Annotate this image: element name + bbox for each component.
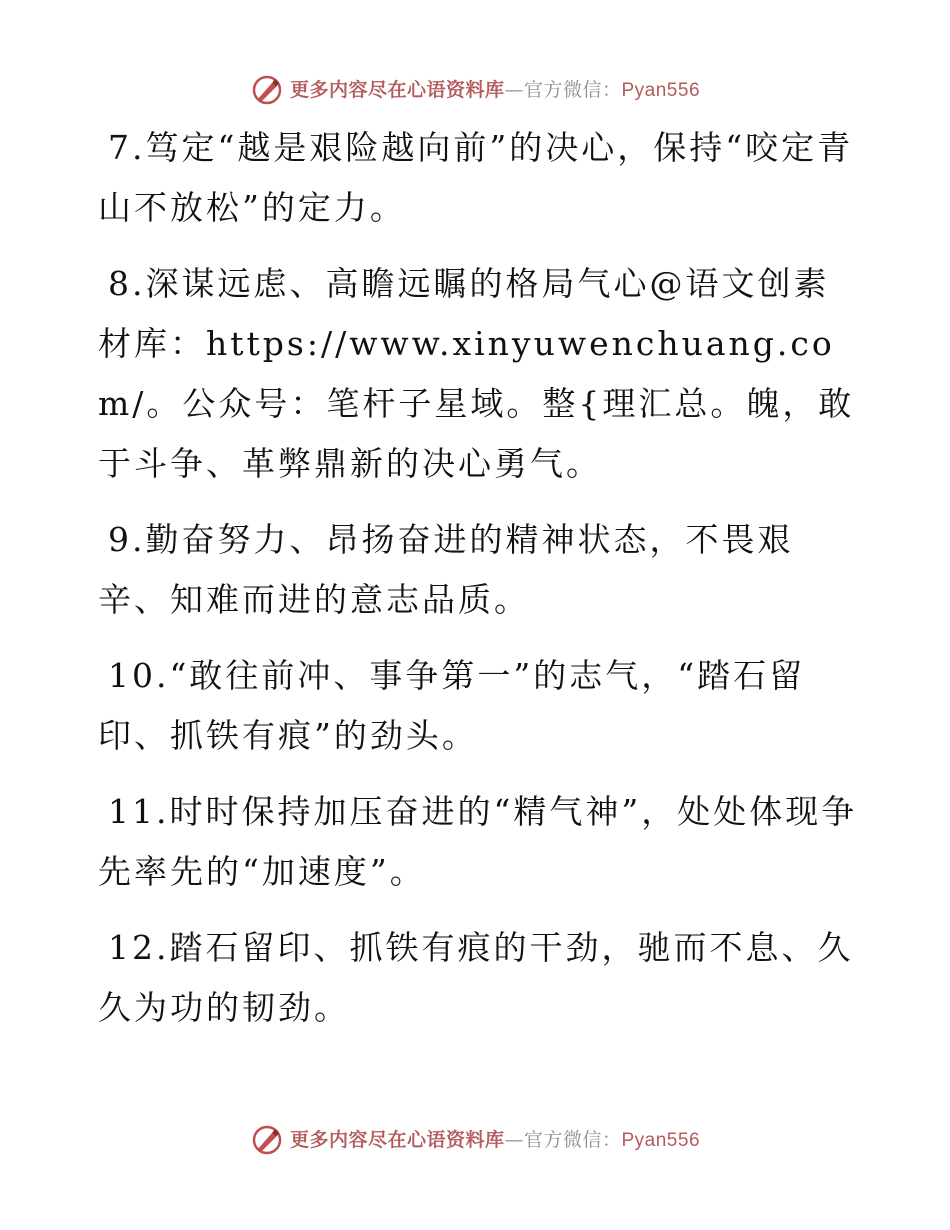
paragraph-11: 11.时时保持加压奋进的“精气神”，处处体现争先率先的“加速度”。 bbox=[98, 792, 858, 891]
watermark-dash: — bbox=[504, 1128, 524, 1151]
watermark-main: 更多内容尽在心语资料库 bbox=[289, 1128, 505, 1151]
watermark-main: 更多内容尽在心语资料库 bbox=[289, 78, 505, 101]
paragraph-10: 10.“敢往前冲、事争第一”的志气，“踏石留印、抓铁有痕”的劲头。 bbox=[98, 656, 806, 755]
paragraph-9: 9.勤奋努力、昂扬奋进的精神状态，不畏艰辛、知难而进的意志品质。 bbox=[98, 520, 794, 619]
watermark-sub: 官方微信： bbox=[523, 1128, 622, 1151]
document-body bbox=[98, 118, 858, 1054]
paragraph-8: 8.深谋远虑、高瞻远瞩的格局气心@语文创素材库：https://www.xinyuwenchuang.com/。公众号：笔杆子星域。整{理汇总。魄，敢于斗争、革弊鼎新的决心勇气。 bbox=[98, 264, 855, 483]
paragraph-12: 12.踏石留印、抓铁有痕的干劲，驰而不息、久久为功的韧劲。 bbox=[98, 928, 854, 1027]
pen-logo-icon bbox=[250, 73, 284, 107]
watermark-text bbox=[290, 73, 700, 108]
paragraph-7: 7.笃定“越是艰险越向前”的决心，保持“咬定青山不放松”的定力。 bbox=[98, 128, 854, 227]
watermark-id: Pyan556 bbox=[621, 1129, 701, 1151]
watermark-text bbox=[290, 1123, 700, 1158]
watermark-id: Pyan556 bbox=[621, 79, 701, 101]
footer-watermark bbox=[0, 1122, 950, 1158]
watermark-dash: — bbox=[504, 78, 524, 101]
watermark-sub: 官方微信： bbox=[523, 78, 622, 101]
header-watermark bbox=[0, 72, 950, 108]
pen-logo-icon bbox=[250, 1123, 284, 1157]
